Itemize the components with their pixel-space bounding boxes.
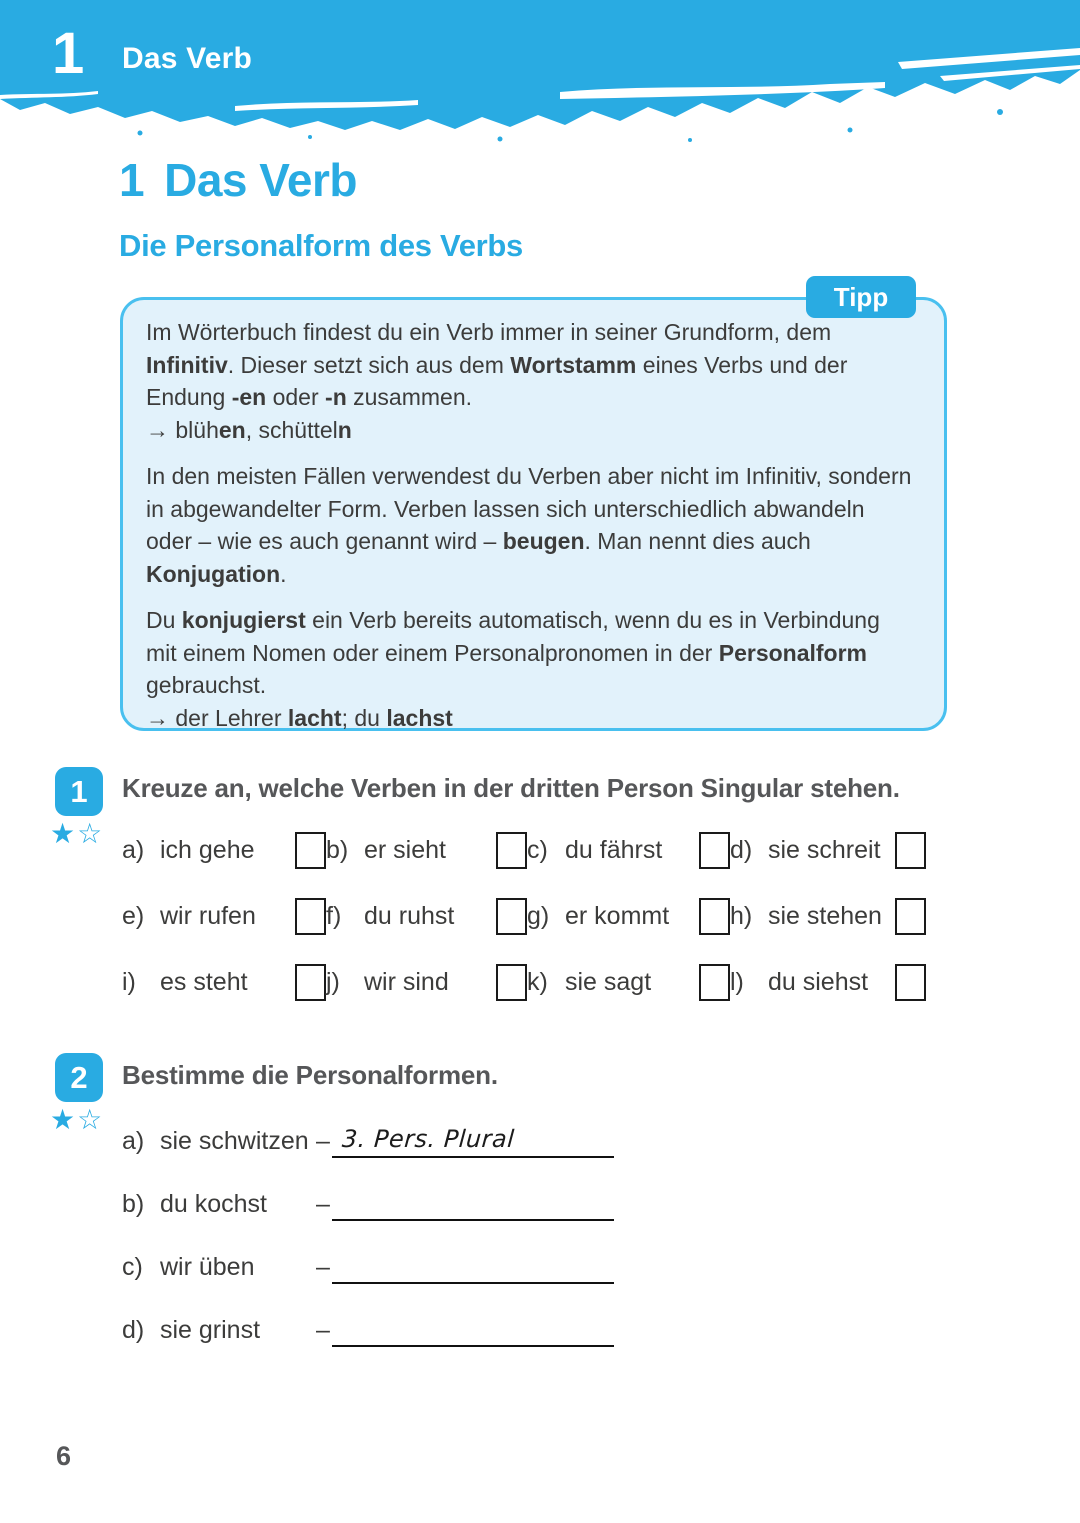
item-letter: g) [527,901,550,930]
item-phrase: wir sind [364,967,449,996]
exercise1-number-badge: 1 [55,767,103,816]
answer-line[interactable] [332,1179,614,1221]
handwritten-answer: 3. Pers. Plural [341,1125,516,1153]
answer-checkbox[interactable] [895,898,926,935]
answer-checkbox[interactable] [496,832,527,869]
page-number: 6 [56,1441,72,1471]
item-letter: k) [527,967,548,996]
tip-box [120,297,947,731]
item-phrase: du fährst [565,835,663,864]
item-letter: d) [730,835,753,864]
check-item-g [527,896,730,936]
exercise1-difficulty-stars: ★☆ [50,818,105,849]
answer-checkbox[interactable] [496,964,527,1001]
item-phrase: sie sagt [565,967,652,996]
item-phrase: ich gehe [160,835,255,864]
fill-row-a [122,1116,682,1158]
page-title-text: Das Verb [164,154,357,206]
item-letter: i) [122,967,136,996]
exercise2-instruction: Bestimme die Personalformen. [122,1060,498,1090]
item-letter: b) [326,835,349,864]
tip-paragraph: Du konjugierst ein Verb bereits automatisch, wenn du es in Verbindung mit einem Nomen oder einem Personalpronomen in der Personalform gebrauchst. [146,607,880,698]
check-item-k [527,962,730,1002]
item-phrase: sie grinst [160,1316,261,1344]
item-phrase: er kommt [565,901,670,930]
header-chapter-title: Das Verb [122,42,253,75]
check-item-e [122,896,326,936]
exercise1-instruction: Kreuze an, welche Verben in der dritten Person Singular stehen. [122,773,900,803]
item-letter: a) [122,835,145,864]
tip-paragraph: Im Wörterbuch findest du ein Verb immer in seiner Grundform, dem Infinitiv. Dieser setzt sich aus dem Wortstamm eines Verbs und der Endung -en oder -n zusammen. [146,319,848,410]
separator-dash: – [316,1316,330,1344]
separator-dash: – [316,1190,330,1218]
item-letter: d) [122,1316,145,1344]
item-phrase: du siehst [768,967,869,996]
tip-example: → der Lehrer lacht; du lachst [146,704,453,731]
answer-checkbox[interactable] [295,832,326,869]
item-phrase: sie schwitzen [160,1127,309,1155]
fill-row-b [122,1179,682,1221]
check-item-j [326,962,527,1002]
item-phrase: sie stehen [768,901,882,930]
item-phrase: es steht [160,967,248,996]
header-chapter-number: 1 [52,21,84,86]
section-subtitle: Die Personalform des Verbs [119,228,523,263]
item-letter: c) [527,835,548,864]
check-item-b [326,830,527,870]
answer-checkbox[interactable] [895,964,926,1001]
tip-tab: Tipp [806,276,916,318]
item-letter: c) [122,1253,143,1281]
item-letter: l) [730,967,744,996]
item-phrase: du ruhst [364,901,455,930]
item-phrase: er sieht [364,835,446,864]
exercise2-fill-rows [122,1116,682,1368]
answer-line[interactable] [332,1305,614,1347]
separator-dash: – [316,1127,330,1155]
check-item-c [527,830,730,870]
item-letter: a) [122,1127,145,1155]
fill-row-c [122,1242,682,1284]
item-phrase: du kochst [160,1190,268,1218]
exercise2-difficulty-stars: ★☆ [50,1104,105,1135]
answer-checkbox[interactable] [699,832,730,869]
item-phrase: sie schreit [768,835,881,864]
exercise2-number-badge: 2 [55,1053,103,1102]
fill-row-d [122,1305,682,1347]
item-letter: b) [122,1190,145,1218]
answer-line[interactable] [332,1116,614,1158]
answer-checkbox[interactable] [295,898,326,935]
check-item-d [730,830,926,870]
item-letter: h) [730,901,753,930]
tip-example: → blühen, schütteln [146,416,352,443]
check-item-i [122,962,326,1002]
separator-dash: – [316,1253,330,1281]
check-item-l [730,962,926,1002]
exercise1-checkbox-grid [122,830,926,1002]
item-letter: j) [326,967,340,996]
item-phrase: wir üben [160,1253,255,1281]
page-title [119,153,357,207]
check-item-h [730,896,926,936]
answer-checkbox[interactable] [699,964,730,1001]
answer-checkbox[interactable] [895,832,926,869]
answer-line[interactable] [332,1242,614,1284]
tip-paragraph: In den meisten Fällen verwendest du Verben aber nicht im Infinitiv, sondern in abgewandelter Form. Verben lassen sich unterschiedlich abwandeln oder – wie es auch genannt wird – beugen. Man nennt dies auch Konjugation. [146,463,912,587]
answer-checkbox[interactable] [295,964,326,1001]
page-title-number: 1 [119,154,145,206]
check-item-f [326,896,527,936]
item-letter: f) [326,901,342,930]
item-letter: e) [122,901,145,930]
check-item-a [122,830,326,870]
item-phrase: wir rufen [160,901,256,930]
answer-checkbox[interactable] [496,898,527,935]
answer-checkbox[interactable] [699,898,730,935]
